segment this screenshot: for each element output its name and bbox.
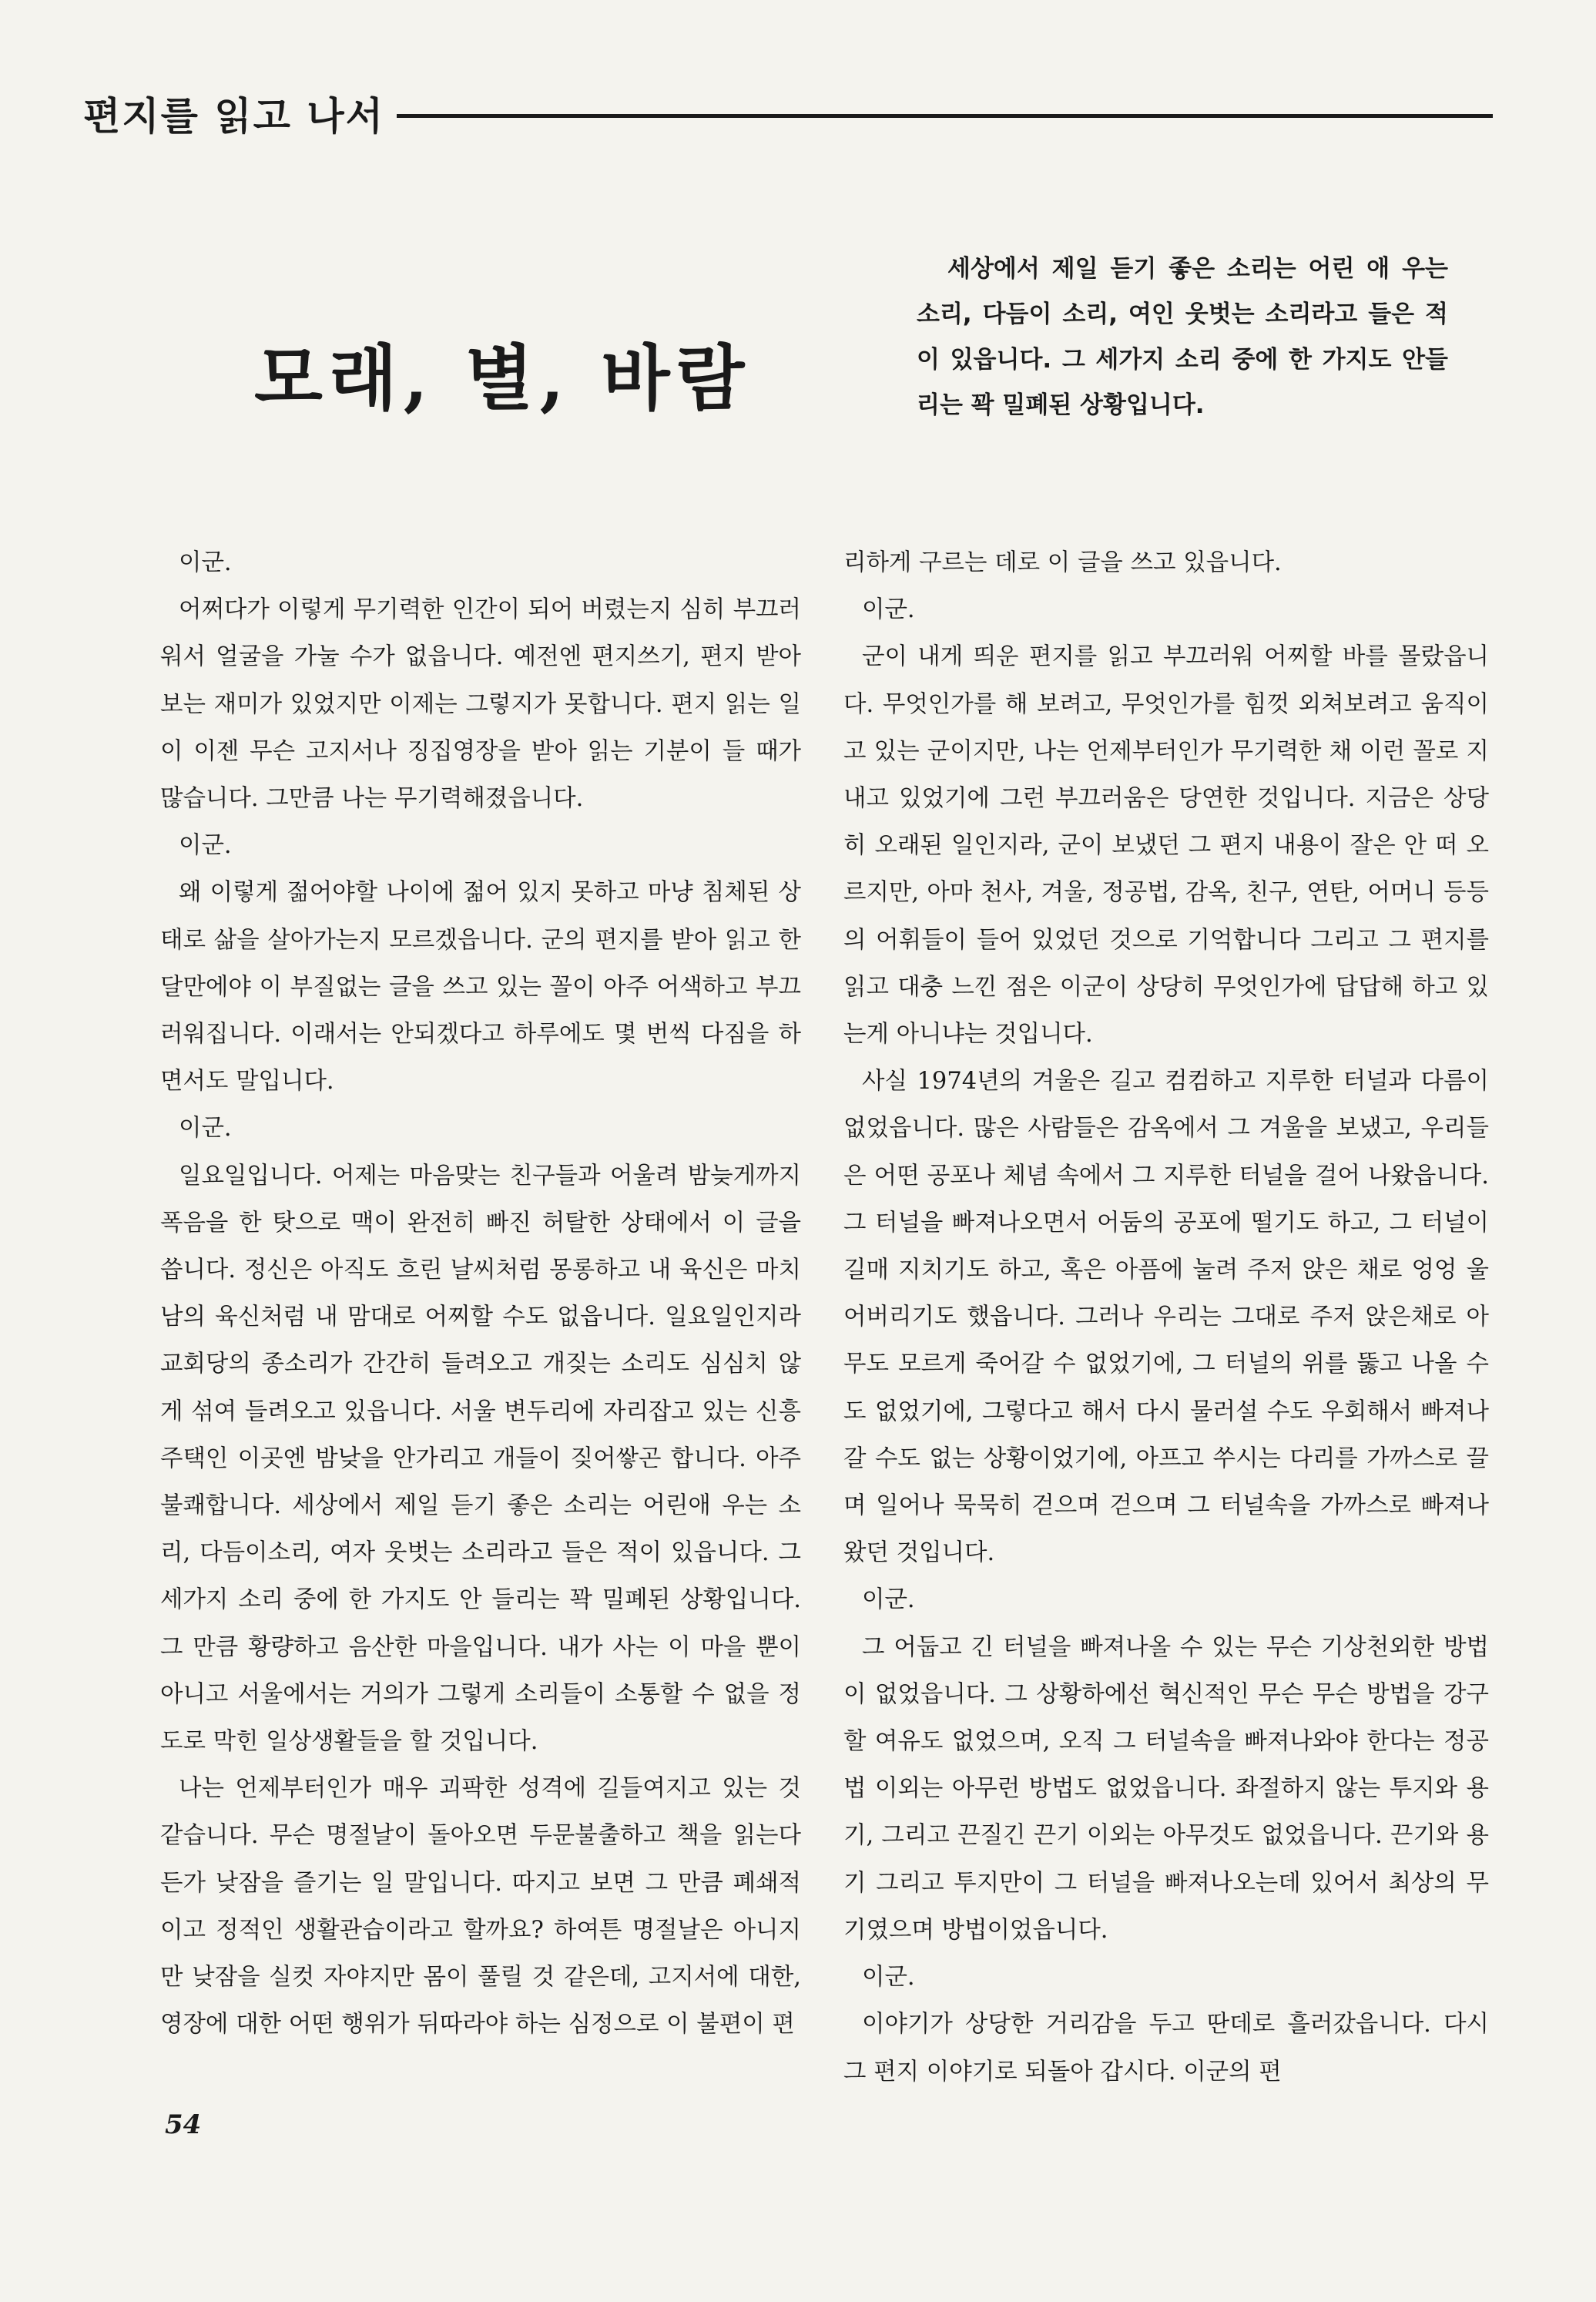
paragraph: 이야기가 상당한 거리감을 두고 딴데로 흘러갔읍니다. 다시 그 편지 이야기로 되돌아 갑시다. 이군의 편 [843, 2011, 1489, 2086]
paragraph: 일요일입니다. 어제는 마음맞는 친구들과 어울려 밤늦게까지 폭음을 한 탓으로 맥이 완전히 빠진 허탈한 상태에서 이 글을 씁니다. 정신은 아직도 흐린 날씨처럼 몽롱하고 내 육신은 마치 남의 육신처럼 내 맘대로 어찌할 수도 없읍니다. 일요일인지라 교회당의 종소리가 간간히 들려오고 개짖는 소리도 심심치 않게 섞여 들려오고 있읍니다. 서울 변두리에 자리잡고 있는 신흥주택인 이곳엔 밤낮을 안가리고 개들이 짖어쌓곤 합니다. 아주 불쾌합니다. 세상에서 제일 듣기 좋은 소리는 어린애 우는 소리, 다듬이소리, 여자 웃벗는 소리라고 들은 적이 있읍니다. 그 세가지 소리 중에 한 가지도 안 들리는 꽉 밀폐된 상황입니다. 그 만큼 황량하고 음산한 마을입니다. 내가 사는 이 마을 뿐이 아니고 서울에서는 거의가 그렇게 소리들이 소통할 수 없을 정도로 막힌 일상생활들을 할 것입니다. [160, 1162, 801, 1756]
page-number: 54 [165, 2109, 202, 2140]
paragraph: 이군. [179, 832, 232, 860]
section-rule [397, 114, 1493, 118]
paragraph: 군이 내게 띄운 편지를 읽고 부끄러워 어찌할 바를 몰랐읍니다. 무엇인가를 해 보려고, 무엇인가를 힘껏 외쳐보려고 움직이고 있는 군이지만, 나는 언제부터인가 무기력한 채 이런 꼴로 지내고 있었기에 그런 부끄러움은 당연한 것입니다. 지금은 상당히 오래된 일인지라, 군이 보냈던 그 편지 내용이 잘은 안 떠 오르지만, 아마 천사, 겨울, 정공법, 감옥, 친구, 연탄, 어머니 등등의 어휘들이 들어 있었던 것으로 기억합니다 그리고 그 편지를 읽고 대충 느낀 점은 이군이 상당히 무엇인가에 답답해 하고 있는게 아니냐는 것입니다. [843, 643, 1489, 1049]
paragraph: 이군. [179, 1115, 232, 1143]
paragraph: 어쩌다가 이렇게 무기력한 인간이 되어 버렸는지 심히 부끄러워서 얼굴을 가눌 수가 없읍니다. 예전엔 편지쓰기, 편지 받아보는 재미가 있었지만 이제는 그렇지가 못합니다. 편지 읽는 일이 이젠 무슨 고지서나 징집영장을 받아 읽는 기분이 들 때가 많습니다. 그만큼 나는 무기력해졌읍니다. [160, 596, 801, 813]
paragraph: 왜 이렇게 젊어야할 나이에 젊어 있지 못하고 마냥 침체된 상태로 삶을 살아가는지 모르겠읍니다. 군의 편지를 받아 읽고 한달만에야 이 부질없는 글을 쓰고 있는 꼴이 아주 어색하고 부끄러워집니다. 이래서는 안되겠다고 하루에도 몇 번씩 다짐을 하면서도 말입니다. [160, 879, 801, 1096]
paragraph: 이군. [179, 549, 232, 576]
pull-quote: 세상에서 제일 듣기 좋은 소리는 어린 애 우는 소리, 다듬이 소리, 여인 웃벗는 소리라고 들은 적이 있읍니다. 그 세가지 소리 중에 한 가지도 안들리는 꽉 밀폐된 상황입니다. [917, 255, 1448, 419]
right-column [843, 539, 1489, 2096]
article-title: 모래, 별, 바람 [254, 337, 751, 420]
paragraph: 나는 언제부터인가 매우 괴팍한 성격에 길들여지고 있는 것 같습니다. 무슨 명절날이 돌아오면 두문불출하고 책을 읽는다든가 낮잠을 즐기는 일 말입니다. 따지고 보면 그 만큼 폐쇄적이고 정적인 생활관습이라고 할까요? 하여튼 명절날은 아니지만 낮잠을 실컷 자야지만 몸이 풀릴 것 같은데, 고지서에 대한, 영장에 대한 어떤 행위가 뒤따라야 하는 심정으로 이 불편이 편 [160, 1775, 801, 2039]
paragraph: 이군. [862, 1586, 915, 1614]
paragraph: 이군. [862, 1964, 915, 1992]
left-column [160, 539, 801, 2049]
section-title: 편지를 읽고 나서 [83, 94, 384, 139]
paragraph: 사실 1974년의 겨울은 길고 컴컴하고 지루한 터널과 다름이 없었읍니다. 많은 사람들은 감옥에서 그 겨울을 보냈고, 우리들은 어떤 공포나 체념 속에서 그 지루한 터널을 걸어 나왔읍니다. 그 터널을 빠져나오면서 어둠의 공포에 떨기도 하고, 그 터널이 길매 지치기도 하고, 혹은 아픔에 눌려 주저 앉은 채로 엉엉 울어버리기도 했읍니다. 그러나 우리는 그대로 주저 앉은채로 아무도 모르게 죽어갈 수 없었기에, 그 터널의 위를 뚫고 나올 수도 없었기에, 그렇다고 해서 다시 물러설 수도 우회해서 빠져나갈 수도 없는 상황이었기에, 아프고 쑤시는 다리를 가까스로 끌며 일어나 묵묵히 걷으며 걷으며 그 터널속을 가까스로 빠져나왔던 것입니다. [843, 1068, 1489, 1567]
paragraph: 이군. [862, 596, 915, 624]
section-header [83, 86, 1493, 140]
paragraph-continued: 리하게 구르는 데로 이 글을 쓰고 있읍니다. [843, 549, 1282, 576]
paragraph: 그 어둡고 긴 터널을 빠져나올 수 있는 무슨 기상천외한 방법이 없었읍니다. 그 상황하에선 혁신적인 무슨 무슨 방법을 강구할 여유도 없었으며, 오직 그 터널속을 빠져나와야 한다는 정공법 이외는 아무런 방법도 없었읍니다. 좌절하지 않는 투지와 용기, 그리고 끈질긴 끈기 이외는 아무것도 없었읍니다. 끈기와 용기 그리고 투지만이 그 터널을 빠져나오는데 있어서 최상의 무기였으며 방법이었읍니다. [843, 1633, 1489, 1944]
